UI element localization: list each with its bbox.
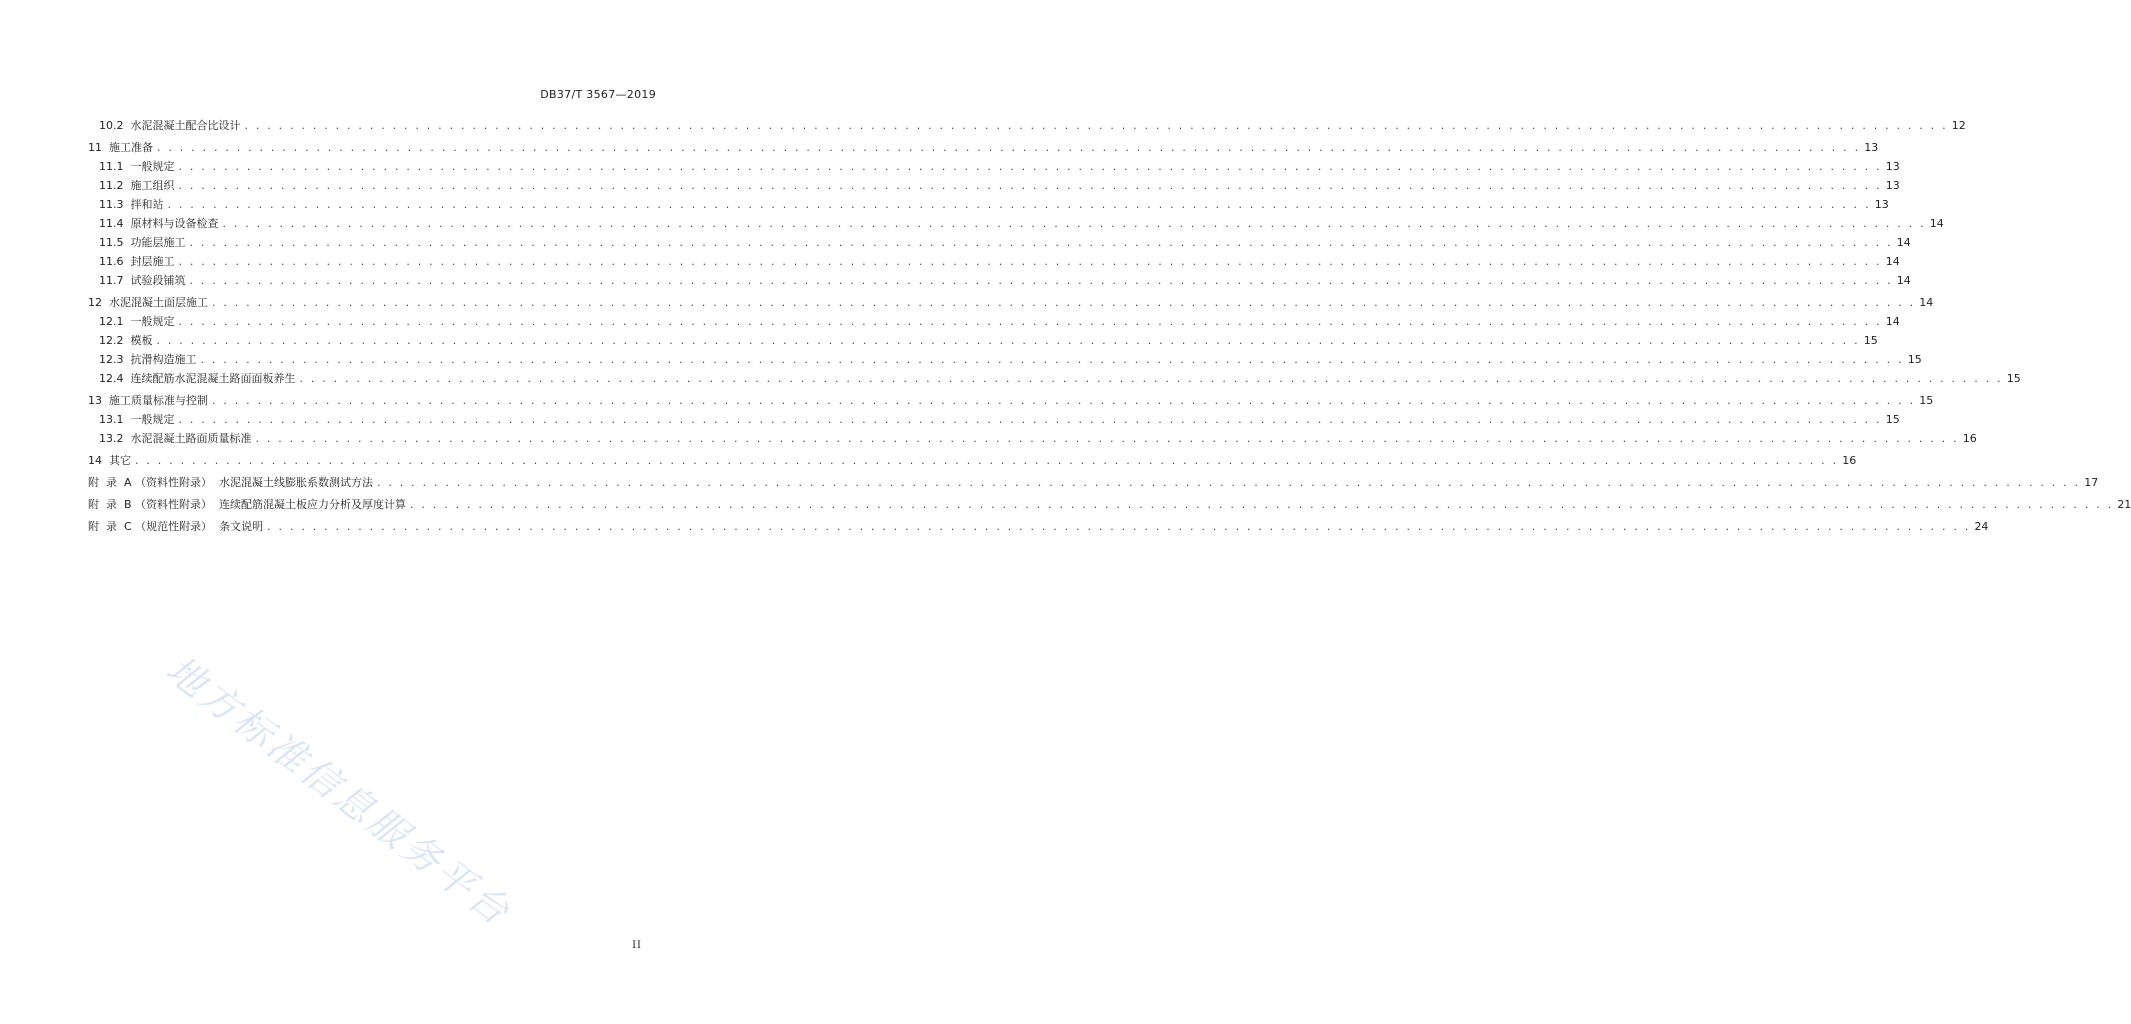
table-of-contents [88, 116, 2131, 536]
toc-dot-leader: . . . . . . . . . . . . . . . . . . . . . . . . . . . . . . . . . . . . . . . . . . . . . . . . . . . . . . . . . . . . . . . . . . . . . . . . . . . . . . . . . . . . . . . . . . . . . . . . . . . . . . . . . . . . . . . . . . . . . . . . . . . . . . . . . . . . . . . . . . . . . . . . . . . . . . [200, 353, 1904, 366]
toc-entry[interactable] [88, 312, 1900, 331]
toc-entry[interactable] [88, 350, 1922, 369]
toc-entry-label: 附 录 B （资料性附录） 连续配筋混凝土板应力分析及厚度计算 [88, 498, 407, 511]
toc-dot-leader: . . . . . . . . . . . . . . . . . . . . . . . . . . . . . . . . . . . . . . . . . . . . . . . . . . . . . . . . . . . . . . . . . . . . . . . . . . . . . . . . . . . . . . . . . . . . . . . . . . . . . . . . . . . . . . . . . . . . . . . . . . . . . . . . . . . . . . . . . . . . . . . . . . . . . . [212, 296, 1916, 309]
toc-entry-label: 12.3 抗滑构造施工 [99, 353, 197, 366]
toc-entry[interactable] [88, 157, 1900, 176]
toc-entry-page: 14 [1896, 236, 1911, 249]
toc-dot-leader: . . . . . . . . . . . . . . . . . . . . . . . . . . . . . . . . . . . . . . . . . . . . . . . . . . . . . . . . . . . . . . . . . . . . . . . . . . . . . . . . . . . . . . . . . . . . . . . . . . . . . . . . . . . . . . . . . . . . . . . . . . . . . . . . . . . . . . . . . . . . . . . . . . . . . . [178, 160, 1882, 173]
toc-entry[interactable] [88, 116, 1966, 135]
toc-entry-page: 14 [1885, 255, 1900, 268]
toc-entry[interactable] [88, 138, 1879, 157]
toc-entry-page: 14 [1885, 315, 1900, 328]
toc-entry[interactable] [88, 473, 2099, 492]
toc-entry-label: 11.7 试验段铺筑 [99, 274, 186, 287]
toc-entry[interactable] [88, 495, 2131, 514]
toc-dot-leader: . . . . . . . . . . . . . . . . . . . . . . . . . . . . . . . . . . . . . . . . . . . . . . . . . . . . . . . . . . . . . . . . . . . . . . . . . . . . . . . . . . . . . . . . . . . . . . . . . . . . . . . . . . . . . . . . . . . . . . . . . . . . . . . . . . . . . . . . . . . . . . . . . . . . . . [377, 476, 2081, 489]
toc-entry[interactable] [88, 271, 1911, 290]
toc-entry[interactable] [88, 176, 1900, 195]
toc-entry[interactable] [88, 369, 2021, 388]
toc-entry-page: 13 [1885, 179, 1900, 192]
header-doc-code: DB37/T 3567—2019 [540, 88, 656, 101]
toc-entry-page: 16 [1962, 432, 1977, 445]
toc-entry-page: 17 [2084, 476, 2099, 489]
toc-entry-page: 12 [1951, 119, 1966, 132]
toc-entry-label: 附 录 A （资料性附录） 水泥混凝土线膨胀系数测试方法 [88, 476, 373, 489]
toc-entry[interactable] [88, 451, 1857, 470]
toc-dot-leader: . . . . . . . . . . . . . . . . . . . . . . . . . . . . . . . . . . . . . . . . . . . . . . . . . . . . . . . . . . . . . . . . . . . . . . . . . . . . . . . . . . . . . . . . . . . . . . . . . . . . . . . . . . . . . . . . . . . . . . . . . . . . . . . . . . . . . . . . . . . . . . . . . . . . . . [178, 179, 1882, 192]
toc-entry[interactable] [88, 252, 1900, 271]
toc-entry[interactable] [88, 233, 1911, 252]
toc-entry-page: 15 [1885, 413, 1900, 426]
toc-dot-leader: . . . . . . . . . . . . . . . . . . . . . . . . . . . . . . . . . . . . . . . . . . . . . . . . . . . . . . . . . . . . . . . . . . . . . . . . . . . . . . . . . . . . . . . . . . . . . . . . . . . . . . . . . . . . . . . . . . . . . . . . . . . . . . . . . . . . . . . . . . . . . . . . . . . . . . [244, 119, 1948, 132]
toc-entry-page: 16 [1842, 454, 1857, 467]
toc-entry-page: 15 [1863, 334, 1878, 347]
page-number: II [632, 940, 642, 951]
toc-dot-leader: . . . . . . . . . . . . . . . . . . . . . . . . . . . . . . . . . . . . . . . . . . . . . . . . . . . . . . . . . . . . . . . . . . . . . . . . . . . . . . . . . . . . . . . . . . . . . . . . . . . . . . . . . . . . . . . . . . . . . . . . . . . . . . . . . . . . . . . . . . . . . . . . . . . . . . [267, 520, 1971, 533]
toc-entry-page: 13 [1885, 160, 1900, 173]
toc-entry-label: 14 其它 [88, 454, 131, 467]
toc-dot-leader: . . . . . . . . . . . . . . . . . . . . . . . . . . . . . . . . . . . . . . . . . . . . . . . . . . . . . . . . . . . . . . . . . . . . . . . . . . . . . . . . . . . . . . . . . . . . . . . . . . . . . . . . . . . . . . . . . . . . . . . . . . . . . . . . . . . . . . . . . . . . . . . . . . . . . . [299, 372, 2003, 385]
toc-dot-leader: . . . . . . . . . . . . . . . . . . . . . . . . . . . . . . . . . . . . . . . . . . . . . . . . . . . . . . . . . . . . . . . . . . . . . . . . . . . . . . . . . . . . . . . . . . . . . . . . . . . . . . . . . . . . . . . . . . . . . . . . . . . . . . . . . . . . . . . . . . . . . . . . . . . . . . [178, 413, 1882, 426]
toc-dot-leader: . . . . . . . . . . . . . . . . . . . . . . . . . . . . . . . . . . . . . . . . . . . . . . . . . . . . . . . . . . . . . . . . . . . . . . . . . . . . . . . . . . . . . . . . . . . . . . . . . . . . . . . . . . . . . . . . . . . . . . . . . . . . . . . . . . . . . . . . . . . . . . . . . . . . . . [255, 432, 1959, 445]
toc-dot-leader: . . . . . . . . . . . . . . . . . . . . . . . . . . . . . . . . . . . . . . . . . . . . . . . . . . . . . . . . . . . . . . . . . . . . . . . . . . . . . . . . . . . . . . . . . . . . . . . . . . . . . . . . . . . . . . . . . . . . . . . . . . . . . . . . . . . . . . . . . . . . . . . . . . . . . . [178, 315, 1882, 328]
toc-entry-label: 11.3 拌和站 [99, 198, 164, 211]
toc-entry-page: 13 [1874, 198, 1889, 211]
toc-entry-page: 24 [1974, 520, 1989, 533]
toc-entry[interactable] [88, 195, 1889, 214]
toc-entry-page: 15 [1919, 394, 1934, 407]
toc-dot-leader: . . . . . . . . . . . . . . . . . . . . . . . . . . . . . . . . . . . . . . . . . . . . . . . . . . . . . . . . . . . . . . . . . . . . . . . . . . . . . . . . . . . . . . . . . . . . . . . . . . . . . . . . . . . . . . . . . . . . . . . . . . . . . . . . . . . . . . . . . . . . . . . . . . . . . . [410, 498, 2114, 511]
toc-entry-label: 11.1 一般规定 [99, 160, 175, 173]
toc-dot-leader: . . . . . . . . . . . . . . . . . . . . . . . . . . . . . . . . . . . . . . . . . . . . . . . . . . . . . . . . . . . . . . . . . . . . . . . . . . . . . . . . . . . . . . . . . . . . . . . . . . . . . . . . . . . . . . . . . . . . . . . . . . . . . . . . . . . . . . . . . . . . . . . . . . . . . . [157, 141, 1861, 154]
toc-entry-label: 13.2 水泥混凝土路面质量标准 [99, 432, 252, 445]
toc-entry-label: 10.2 水泥混凝土配合比设计 [99, 119, 241, 132]
toc-entry-label: 13 施工质量标准与控制 [88, 394, 208, 407]
toc-entry[interactable] [88, 391, 1934, 410]
toc-entry-page: 13 [1864, 141, 1879, 154]
toc-entry-label: 11.4 原材料与设备检查 [99, 217, 219, 230]
toc-entry-label: 11.6 封层施工 [99, 255, 175, 268]
toc-entry-page: 15 [1907, 353, 1922, 366]
toc-dot-leader: . . . . . . . . . . . . . . . . . . . . . . . . . . . . . . . . . . . . . . . . . . . . . . . . . . . . . . . . . . . . . . . . . . . . . . . . . . . . . . . . . . . . . . . . . . . . . . . . . . . . . . . . . . . . . . . . . . . . . . . . . . . . . . . . . . . . . . . . . . . . . . . . . . . . . . [135, 454, 1839, 467]
toc-entry-page: 14 [1929, 217, 1944, 230]
toc-entry-label: 12.4 连续配筋水泥混凝土路面面板养生 [99, 372, 296, 385]
toc-dot-leader: . . . . . . . . . . . . . . . . . . . . . . . . . . . . . . . . . . . . . . . . . . . . . . . . . . . . . . . . . . . . . . . . . . . . . . . . . . . . . . . . . . . . . . . . . . . . . . . . . . . . . . . . . . . . . . . . . . . . . . . . . . . . . . . . . . . . . . . . . . . . . . . . . . . . . . [167, 198, 1871, 211]
toc-entry[interactable] [88, 517, 1989, 536]
toc-entry-label: 12 水泥混凝土面层施工 [88, 296, 208, 309]
toc-entry-label: 13.1 一般规定 [99, 413, 175, 426]
toc-entry-label: 12.2 模板 [99, 334, 153, 347]
toc-entry-page: 15 [2006, 372, 2021, 385]
toc-entry-page: 14 [1896, 274, 1911, 287]
toc-entry-label: 11.5 功能层施工 [99, 236, 186, 249]
toc-dot-leader: . . . . . . . . . . . . . . . . . . . . . . . . . . . . . . . . . . . . . . . . . . . . . . . . . . . . . . . . . . . . . . . . . . . . . . . . . . . . . . . . . . . . . . . . . . . . . . . . . . . . . . . . . . . . . . . . . . . . . . . . . . . . . . . . . . . . . . . . . . . . . . . . . . . . . . [222, 217, 1926, 230]
toc-entry-label: 11 施工准备 [88, 141, 153, 154]
toc-dot-leader: . . . . . . . . . . . . . . . . . . . . . . . . . . . . . . . . . . . . . . . . . . . . . . . . . . . . . . . . . . . . . . . . . . . . . . . . . . . . . . . . . . . . . . . . . . . . . . . . . . . . . . . . . . . . . . . . . . . . . . . . . . . . . . . . . . . . . . . . . . . . . . . . . . . . . . [156, 334, 1860, 347]
toc-dot-leader: . . . . . . . . . . . . . . . . . . . . . . . . . . . . . . . . . . . . . . . . . . . . . . . . . . . . . . . . . . . . . . . . . . . . . . . . . . . . . . . . . . . . . . . . . . . . . . . . . . . . . . . . . . . . . . . . . . . . . . . . . . . . . . . . . . . . . . . . . . . . . . . . . . . . . . [212, 394, 1916, 407]
toc-dot-leader: . . . . . . . . . . . . . . . . . . . . . . . . . . . . . . . . . . . . . . . . . . . . . . . . . . . . . . . . . . . . . . . . . . . . . . . . . . . . . . . . . . . . . . . . . . . . . . . . . . . . . . . . . . . . . . . . . . . . . . . . . . . . . . . . . . . . . . . . . . . . . . . . . . . . . . [189, 274, 1893, 287]
toc-entry-label: 11.2 施工组织 [99, 179, 175, 192]
toc-entry-page: 21 [2117, 498, 2131, 511]
toc-entry-label: 12.1 一般规定 [99, 315, 175, 328]
toc-entry-label: 附 录 C （规范性附录） 条文说明 [88, 520, 264, 533]
toc-dot-leader: . . . . . . . . . . . . . . . . . . . . . . . . . . . . . . . . . . . . . . . . . . . . . . . . . . . . . . . . . . . . . . . . . . . . . . . . . . . . . . . . . . . . . . . . . . . . . . . . . . . . . . . . . . . . . . . . . . . . . . . . . . . . . . . . . . . . . . . . . . . . . . . . . . . . . . [189, 236, 1893, 249]
toc-entry[interactable] [88, 293, 1934, 312]
toc-entry-page: 14 [1919, 296, 1934, 309]
watermark: 地方标准信息服务平台 [158, 647, 521, 936]
toc-entry[interactable] [88, 214, 1944, 233]
toc-entry[interactable] [88, 410, 1900, 429]
toc-entry[interactable] [88, 331, 1878, 350]
toc-dot-leader: . . . . . . . . . . . . . . . . . . . . . . . . . . . . . . . . . . . . . . . . . . . . . . . . . . . . . . . . . . . . . . . . . . . . . . . . . . . . . . . . . . . . . . . . . . . . . . . . . . . . . . . . . . . . . . . . . . . . . . . . . . . . . . . . . . . . . . . . . . . . . . . . . . . . . . [178, 255, 1882, 268]
toc-entry[interactable] [88, 429, 1977, 448]
